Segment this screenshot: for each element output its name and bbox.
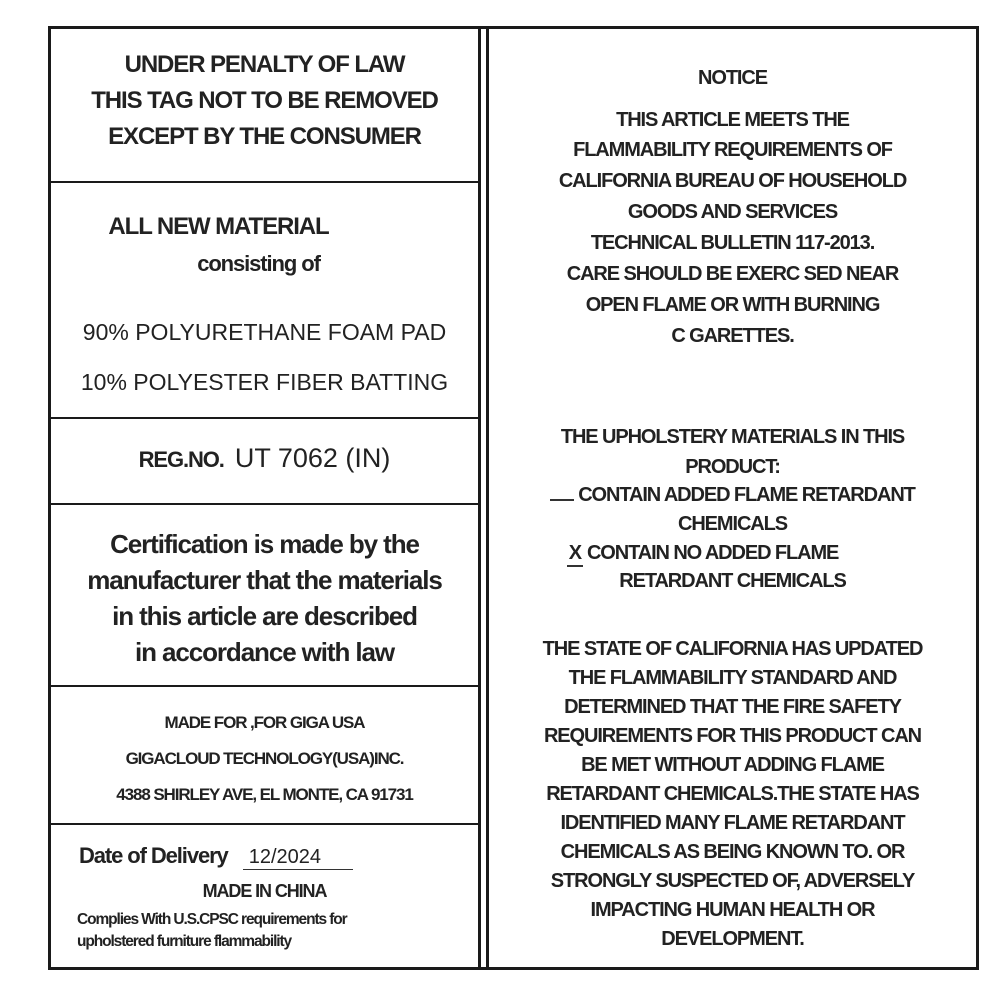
made-for-address: 4388 SHIRLEY AVE, EL MONTE, CA 91731 bbox=[116, 785, 413, 804]
notice-line: GOODS AND SERVICES bbox=[627, 201, 838, 223]
notice-line: TECHNICAL BULLETIN 117-2013. bbox=[590, 232, 875, 254]
state-line: REQUIREMENTS FOR THIS PRODUCT CAN bbox=[543, 725, 922, 747]
option-added-label: CONTAIN ADDED FLAME RETARDANT bbox=[578, 484, 915, 506]
material-item-2: 10% POLYESTER FIBER BATTING bbox=[80, 369, 449, 395]
penalty-section bbox=[51, 29, 478, 183]
option-added-retardant bbox=[489, 484, 976, 507]
notice-line: CALIFORNIA BUREAU OF HOUSEHOLD bbox=[558, 170, 907, 192]
state-line: THE STATE OF CALIFORNIA HAS UPDATED bbox=[542, 638, 923, 660]
certification-line-3: in this article are described bbox=[112, 601, 417, 631]
upholstery-line-1: THE UPHOLSTERY MATERIALS IN THIS bbox=[560, 426, 905, 448]
registration-number bbox=[51, 443, 478, 474]
state-line: RETARDANT CHEMICALS.THE STATE HAS bbox=[546, 783, 919, 805]
certification-section bbox=[51, 505, 478, 687]
notice-line: OPEN FLAME OR WITH BURNING bbox=[585, 294, 880, 316]
certification-line-1: Certification is made by the bbox=[110, 529, 419, 559]
state-line: DETERMINED THAT THE FIRE SAFETY bbox=[564, 696, 901, 718]
delivery-section bbox=[51, 825, 478, 967]
made-for-line-1: MADE FOR ,FOR GIGA USA bbox=[164, 713, 365, 732]
penalty-line-1: UNDER PENALTY OF LAW bbox=[124, 51, 405, 78]
law-tag bbox=[48, 26, 979, 970]
penalty-line-3: EXCEPT BY THE CONSUMER bbox=[108, 123, 421, 150]
option-checked-mark: X bbox=[567, 542, 583, 567]
delivery-label: Date of Delivery bbox=[79, 843, 228, 868]
delivery-value: 12/2024 bbox=[243, 846, 353, 870]
left-column bbox=[51, 29, 481, 967]
certification-line-4: in accordance with law bbox=[135, 637, 394, 667]
materials-heading: ALL NEW MATERIAL bbox=[108, 213, 329, 240]
state-line: IMPACTING HUMAN HEALTH OR bbox=[590, 899, 875, 921]
notice-title: NOTICE bbox=[698, 67, 767, 89]
upholstery-line-2: PRODUCT: bbox=[685, 456, 780, 478]
notice-line: FLAMMABILITY REQUIREMENTS OF bbox=[573, 139, 892, 161]
certification-line-2: manufacturer that the materials bbox=[87, 565, 442, 595]
material-item-1: 90% POLYURETHANE FOAM PAD bbox=[82, 319, 447, 345]
registration-section bbox=[51, 419, 478, 505]
registration-label: REG.NO. bbox=[138, 447, 224, 472]
state-line: IDENTIFIED MANY FLAME RETARDANT bbox=[560, 812, 905, 834]
materials-subheading: consisting of bbox=[197, 251, 320, 276]
state-line: DEVELOPMENT. bbox=[661, 928, 804, 950]
state-line: CHEMICALS AS BEING KNOWN TO. OR bbox=[560, 841, 905, 863]
state-line: BE MET WITHOUT ADDING FLAME bbox=[581, 754, 884, 776]
notice-line: CARE SHOULD BE EXERC SED NEAR bbox=[566, 263, 899, 285]
option-added-line-2: CHEMICALS bbox=[678, 513, 787, 535]
registration-value: UT 7062 (IN) bbox=[234, 443, 391, 473]
option-no-retardant bbox=[459, 542, 946, 567]
option-no-label: CONTAIN NO ADDED FLAME bbox=[586, 542, 839, 564]
penalty-line-2: THIS TAG NOT TO BE REMOVED bbox=[91, 87, 438, 114]
materials-section bbox=[51, 183, 478, 419]
state-line: THE FLAMMABILITY STANDARD AND bbox=[568, 667, 897, 689]
notice-line: THIS ARTICLE MEETS THE bbox=[616, 109, 849, 131]
option-added-blank bbox=[550, 499, 574, 501]
state-line: STRONGLY SUSPECTED OF, ADVERSELY bbox=[550, 870, 915, 892]
compliance-line-1: Complies With U.S.CPSC requirements for bbox=[77, 911, 347, 928]
compliance-line-2: upholstered furniture flammability bbox=[77, 933, 292, 950]
made-for-company: GIGACLOUD TECHNOLOGY(USA)INC. bbox=[125, 749, 404, 768]
made-for-section bbox=[51, 687, 478, 825]
right-column bbox=[486, 29, 976, 967]
notice-line: C GARETTES. bbox=[671, 325, 794, 347]
made-in-label: MADE IN CHINA bbox=[202, 881, 327, 901]
delivery-date bbox=[79, 843, 506, 870]
option-no-line-2: RETARDANT CHEMICALS bbox=[619, 570, 846, 592]
